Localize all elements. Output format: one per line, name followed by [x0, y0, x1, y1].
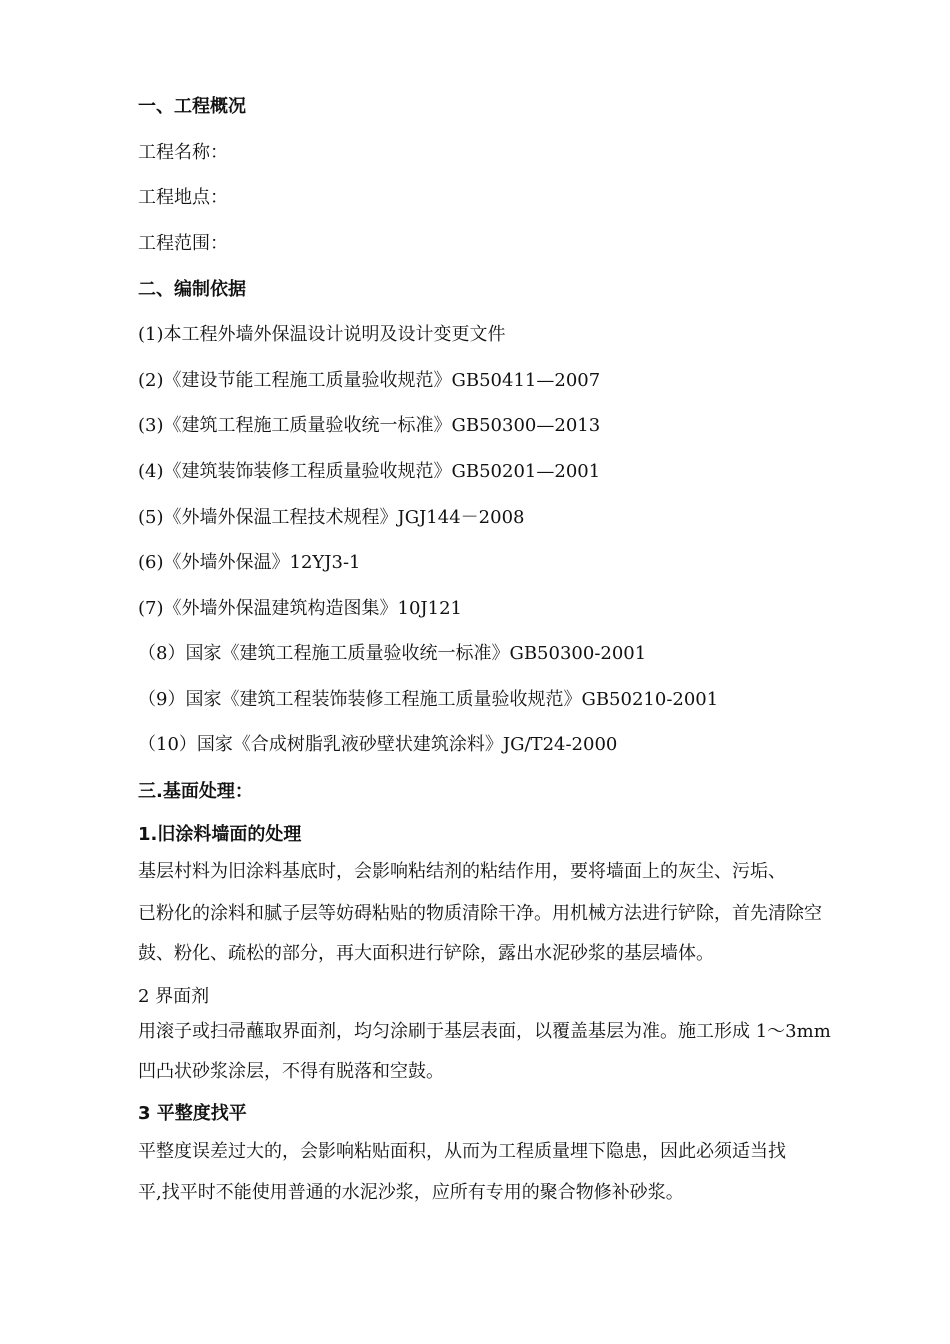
basis-item-9: （9）国家《建筑工程装饰装修工程施工质量验收规范》GB50210-2001 — [138, 689, 719, 710]
paragraph-3-3-line-1: 平整度误差过大的，会影响粘贴面积，从而为工程质量埋下隐患，因此必须适当找 — [138, 1141, 786, 1162]
paragraph-3-2-line-1: 用滚子或扫帚蘸取界面剂，均匀涂刷于基层表面，以覆盖基层为准。施工形成 1～3mm — [138, 1021, 831, 1042]
subsection-3-1-heading: 1.旧涂料墙面的处理 — [138, 824, 302, 845]
project-location-label: 工程地点： — [138, 187, 228, 208]
paragraph-3-1-line-2: 已粉化的涂料和腻子层等妨碍粘贴的物质清除干净。用机械方法进行铲除，首先清除空 — [138, 903, 822, 924]
section-3-heading: 三.基面处理： — [138, 781, 253, 802]
paragraph-3-1-line-1: 基层村料为旧涂料基底时，会影响粘结剂的粘结作用，要将墙面上的灰尘、污垢、 — [138, 861, 786, 882]
paragraph-3-1-line-3: 鼓、粉化、疏松的部分，再大面积进行铲除，露出水泥砂浆的基层墙体。 — [138, 943, 714, 964]
paragraph-3-3-line-2: 平,找平时不能使用普通的水泥沙浆，应所有专用的聚合物修补砂浆。 — [138, 1182, 684, 1203]
project-name-label: 工程名称： — [138, 142, 228, 163]
paragraph-3-2-line-2: 凹凸状砂浆涂层，不得有脱落和空鼓。 — [138, 1061, 444, 1082]
basis-item-10: （10）国家《合成树脂乳液砂壁状建筑涂料》JG/T24-2000 — [138, 734, 618, 755]
basis-item-3: (3)《建筑工程施工质量验收统一标准》GB50300—2013 — [138, 415, 601, 436]
subsection-3-3-heading: 3 平整度找平 — [138, 1103, 247, 1124]
subsection-3-2-heading: 2 界面剂 — [138, 986, 210, 1007]
section-1-heading: 一、工程概况 — [138, 96, 246, 117]
basis-item-1: (1)本工程外墙外保温设计说明及设计变更文件 — [138, 324, 506, 345]
basis-item-4: (4)《建筑装饰装修工程质量验收规范》GB50201—2001 — [138, 461, 601, 482]
basis-item-6: (6)《外墙外保温》12YJ3-1 — [138, 552, 361, 573]
basis-item-2: (2)《建设节能工程施工质量验收规范》GB50411—2007 — [138, 370, 601, 391]
basis-item-8: （8）国家《建筑工程施工质量验收统一标准》GB50300-2001 — [138, 643, 647, 664]
basis-item-5: (5)《外墙外保温工程技术规程》JGJ144－2008 — [138, 507, 525, 528]
section-2-heading: 二、编制依据 — [138, 279, 246, 300]
project-scope-label: 工程范围： — [138, 233, 228, 254]
basis-item-7: (7)《外墙外保温建筑构造图集》10J121 — [138, 598, 462, 619]
